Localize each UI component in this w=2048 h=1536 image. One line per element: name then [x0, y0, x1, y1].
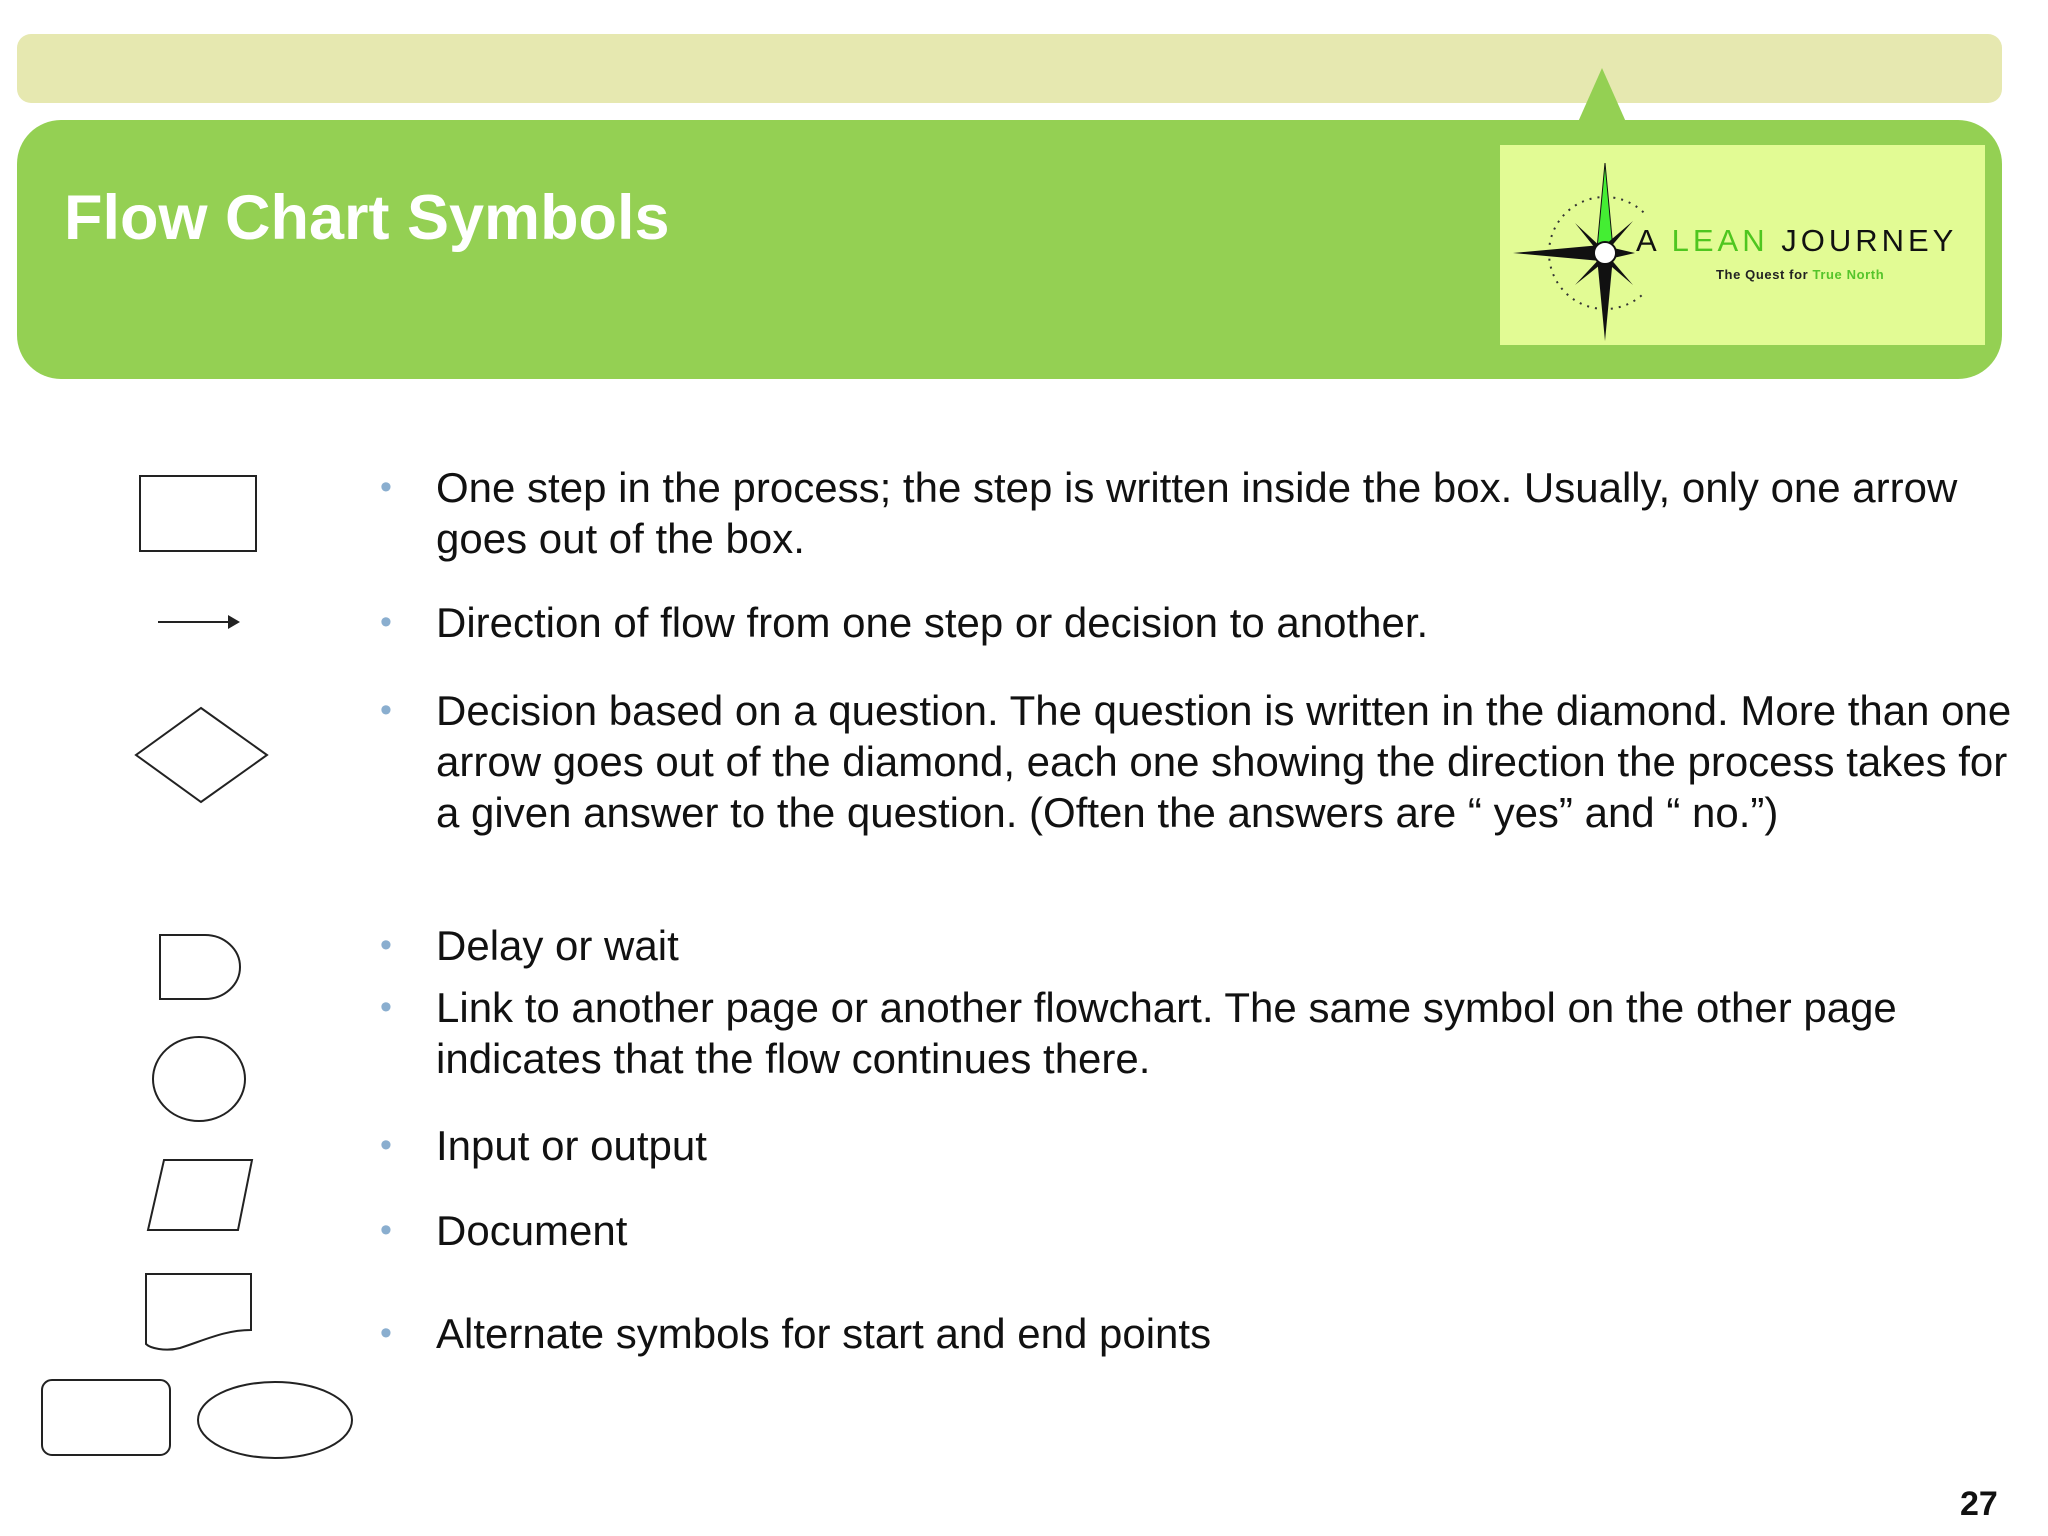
symbol-column [0, 0, 380, 1536]
bullet-text: Input or output [436, 1122, 707, 1169]
logo-word-a: A [1636, 223, 1659, 258]
title-bar-pointer [1578, 68, 1626, 122]
flow-arrow-icon [158, 615, 240, 629]
logo-tagline-highlight: True North [1812, 267, 1885, 282]
lean-journey-logo [1500, 145, 1985, 345]
compass-star-icon [1505, 153, 1645, 343]
delay-icon [160, 935, 240, 999]
logo-word-journey: JOURNEY [1781, 223, 1958, 258]
bullet-dot: • [380, 691, 392, 729]
logo-tagline [1716, 267, 1884, 282]
slide-title: Flow Chart Symbols [64, 183, 670, 253]
logo-tagline-prefix: The Quest for [1716, 267, 1809, 282]
bullet-dot: • [380, 1126, 392, 1164]
bullet-dot: • [380, 926, 392, 964]
bullet-dot: • [380, 603, 392, 641]
bullet-text: One step in the process; the step is written inside the box. Usually, only one arrow goes out of the box. [436, 464, 1958, 562]
decision-diamond-icon [136, 708, 267, 802]
bullet-text: Decision based on a question. The question is written in the diamond. More than one arrow goes out of the diamond, each one showing the direction the process takes for a given answer to the question. (Often the answers are “ yes” and “ no.”) [436, 687, 2012, 836]
bullet-text: Link to another page or another flowchart. The same symbol on the other page indicates that the flow continues there. [436, 984, 1897, 1082]
connector-circle-icon [153, 1037, 245, 1121]
bullet-dot: • [380, 468, 392, 506]
logo-word-lean: LEAN [1671, 223, 1769, 258]
bullet-text: Direction of flow from one step or decision to another. [436, 599, 1429, 646]
page-number: 27 [1960, 1485, 1998, 1523]
bullet-text: Delay or wait [436, 922, 679, 969]
input-output-parallelogram-icon [148, 1160, 252, 1230]
bullet-dot: • [380, 1211, 392, 1249]
terminator-ellipse-icon [198, 1382, 352, 1458]
bullet-dot: • [380, 1314, 392, 1352]
logo-wordmark [1636, 223, 1957, 259]
bullet-dot: • [380, 988, 392, 1026]
bullet-text: Document [436, 1207, 628, 1254]
bullet-text: Alternate symbols for start and end points [436, 1310, 1212, 1357]
process-box-icon [140, 476, 256, 551]
terminator-rounded-rect-icon [42, 1380, 170, 1455]
document-icon [146, 1274, 251, 1350]
